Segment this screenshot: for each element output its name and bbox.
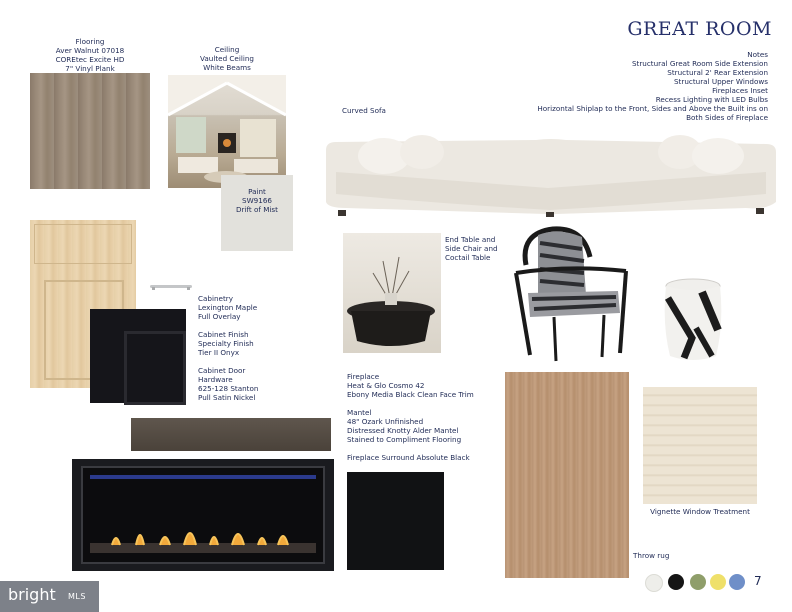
page-title: GREAT ROOM — [627, 18, 772, 40]
end-table-label-1: End Table and — [445, 235, 496, 244]
ceiling-beams: White Beams — [203, 63, 251, 72]
finish-type: Specialty Finish — [198, 339, 254, 348]
sofa-caption: Curved Sofa — [342, 106, 386, 115]
throw-rug-image — [505, 372, 629, 578]
logo-suffix: MLS — [68, 592, 86, 601]
flooring-product: Aver Walnut 07018 — [55, 46, 125, 55]
pull-illustration — [150, 284, 192, 290]
notes-list — [520, 50, 768, 122]
paint-name: Drift of Mist — [236, 205, 278, 214]
fireplace-model: Heat & Glo Cosmo 42 — [347, 381, 425, 390]
logo-text: bright — [8, 585, 56, 604]
cabinet-finish-caption — [198, 330, 254, 357]
stool-illustration — [662, 278, 724, 362]
end-table-caption — [445, 235, 498, 262]
fireplace-surround-swatch — [347, 472, 444, 570]
cabinet-pull-image — [150, 275, 192, 281]
palette-swatch-5 — [729, 574, 745, 590]
room-illustration — [168, 75, 286, 188]
cabinetry-label: Cabinetry — [198, 294, 233, 303]
mantel-wood: Distressed Knotty Alder Mantel — [347, 426, 459, 435]
page-number: 7 — [754, 574, 762, 588]
hardware-model: 625-128 Stanton — [198, 384, 259, 393]
fireplace-caption — [347, 372, 474, 399]
chair-illustration — [508, 225, 638, 365]
side-chair-image — [508, 225, 638, 365]
fireplace-label: Fireplace — [347, 372, 380, 381]
flooring-line: COREtec Excite HD — [55, 55, 125, 64]
flooring-label: Flooring — [75, 37, 105, 46]
ceiling-caption — [168, 45, 286, 72]
palette-swatch-1 — [645, 574, 663, 592]
note-item: Fireplaces Inset — [712, 86, 768, 95]
note-item: Structural Great Room Side Extension — [631, 59, 768, 68]
cabinetry-caption — [198, 294, 257, 321]
note-item: Structural 2' Rear Extension — [667, 68, 768, 77]
finish-label: Cabinet Finish — [198, 330, 249, 339]
hardware-finish: Pull Satin Nickel — [198, 393, 256, 402]
paint-label: Paint — [248, 187, 266, 196]
cocktail-stool-image — [662, 278, 724, 362]
cabinetry-style: Lexington Maple — [198, 303, 258, 312]
table-illustration — [343, 233, 441, 353]
fireplace-trim: Ebony Media Black Clean Face Trim — [347, 390, 474, 399]
fireplace-image — [72, 459, 334, 571]
note-item: Recess Lighting with LED Bulbs — [655, 95, 768, 104]
end-table-label-3: Coctail Table — [445, 253, 491, 262]
ceiling-photo — [168, 75, 286, 188]
notes-heading: Notes — [747, 50, 768, 59]
paint-code: SW9166 — [242, 196, 272, 205]
flooring-swatch — [30, 73, 150, 189]
end-table-photo — [343, 233, 441, 353]
rug-caption: Throw rug — [633, 551, 670, 560]
mantel-label: Mantel — [347, 408, 372, 417]
hardware-label-2: Hardware — [198, 375, 233, 384]
note-item: Horizontal Shiplap to the Front, Sides and Above the Built ins on — [537, 104, 768, 113]
finish-name: Tier II Onyx — [198, 348, 240, 357]
cabinet-hardware-caption — [198, 366, 258, 402]
hardware-label-1: Cabinet Door — [198, 366, 246, 375]
mantel-image — [131, 418, 331, 451]
mantel-caption — [347, 408, 461, 444]
palette-swatch-4 — [710, 574, 726, 590]
note-item: Structural Upper Windows — [674, 77, 768, 86]
end-table-label-2: Side Chair and — [445, 244, 498, 253]
flooring-type: 7" Vinyl Plank — [65, 64, 115, 73]
mantel-stain: Stained to Compliment Flooring — [347, 435, 462, 444]
cabinetry-overlay: Full Overlay — [198, 312, 241, 321]
paint-caption — [221, 187, 293, 214]
curved-sofa-image — [326, 122, 776, 217]
fireplace-illustration — [72, 459, 334, 571]
flooring-caption — [30, 37, 150, 73]
sofa-illustration — [326, 122, 776, 217]
note-item: Both Sides of Fireplace — [686, 113, 768, 122]
palette-swatch-2 — [668, 574, 684, 590]
window-treatment-caption: Vignette Window Treatment — [650, 507, 750, 516]
bright-mls-logo — [0, 581, 99, 612]
ceiling-label: Ceiling — [214, 45, 240, 54]
onyx-panel — [124, 331, 186, 405]
ceiling-style: Vaulted Ceiling — [200, 54, 254, 63]
onyx-finish-sample — [90, 309, 186, 403]
mantel-size: 48" Ozark Unfinished — [347, 417, 424, 426]
paint-swatch — [221, 175, 293, 251]
drawer-panel — [34, 224, 132, 264]
palette-swatch-3 — [690, 574, 706, 590]
window-treatment-swatch — [643, 387, 757, 504]
surround-caption: Fireplace Surround Absolute Black — [347, 453, 470, 462]
